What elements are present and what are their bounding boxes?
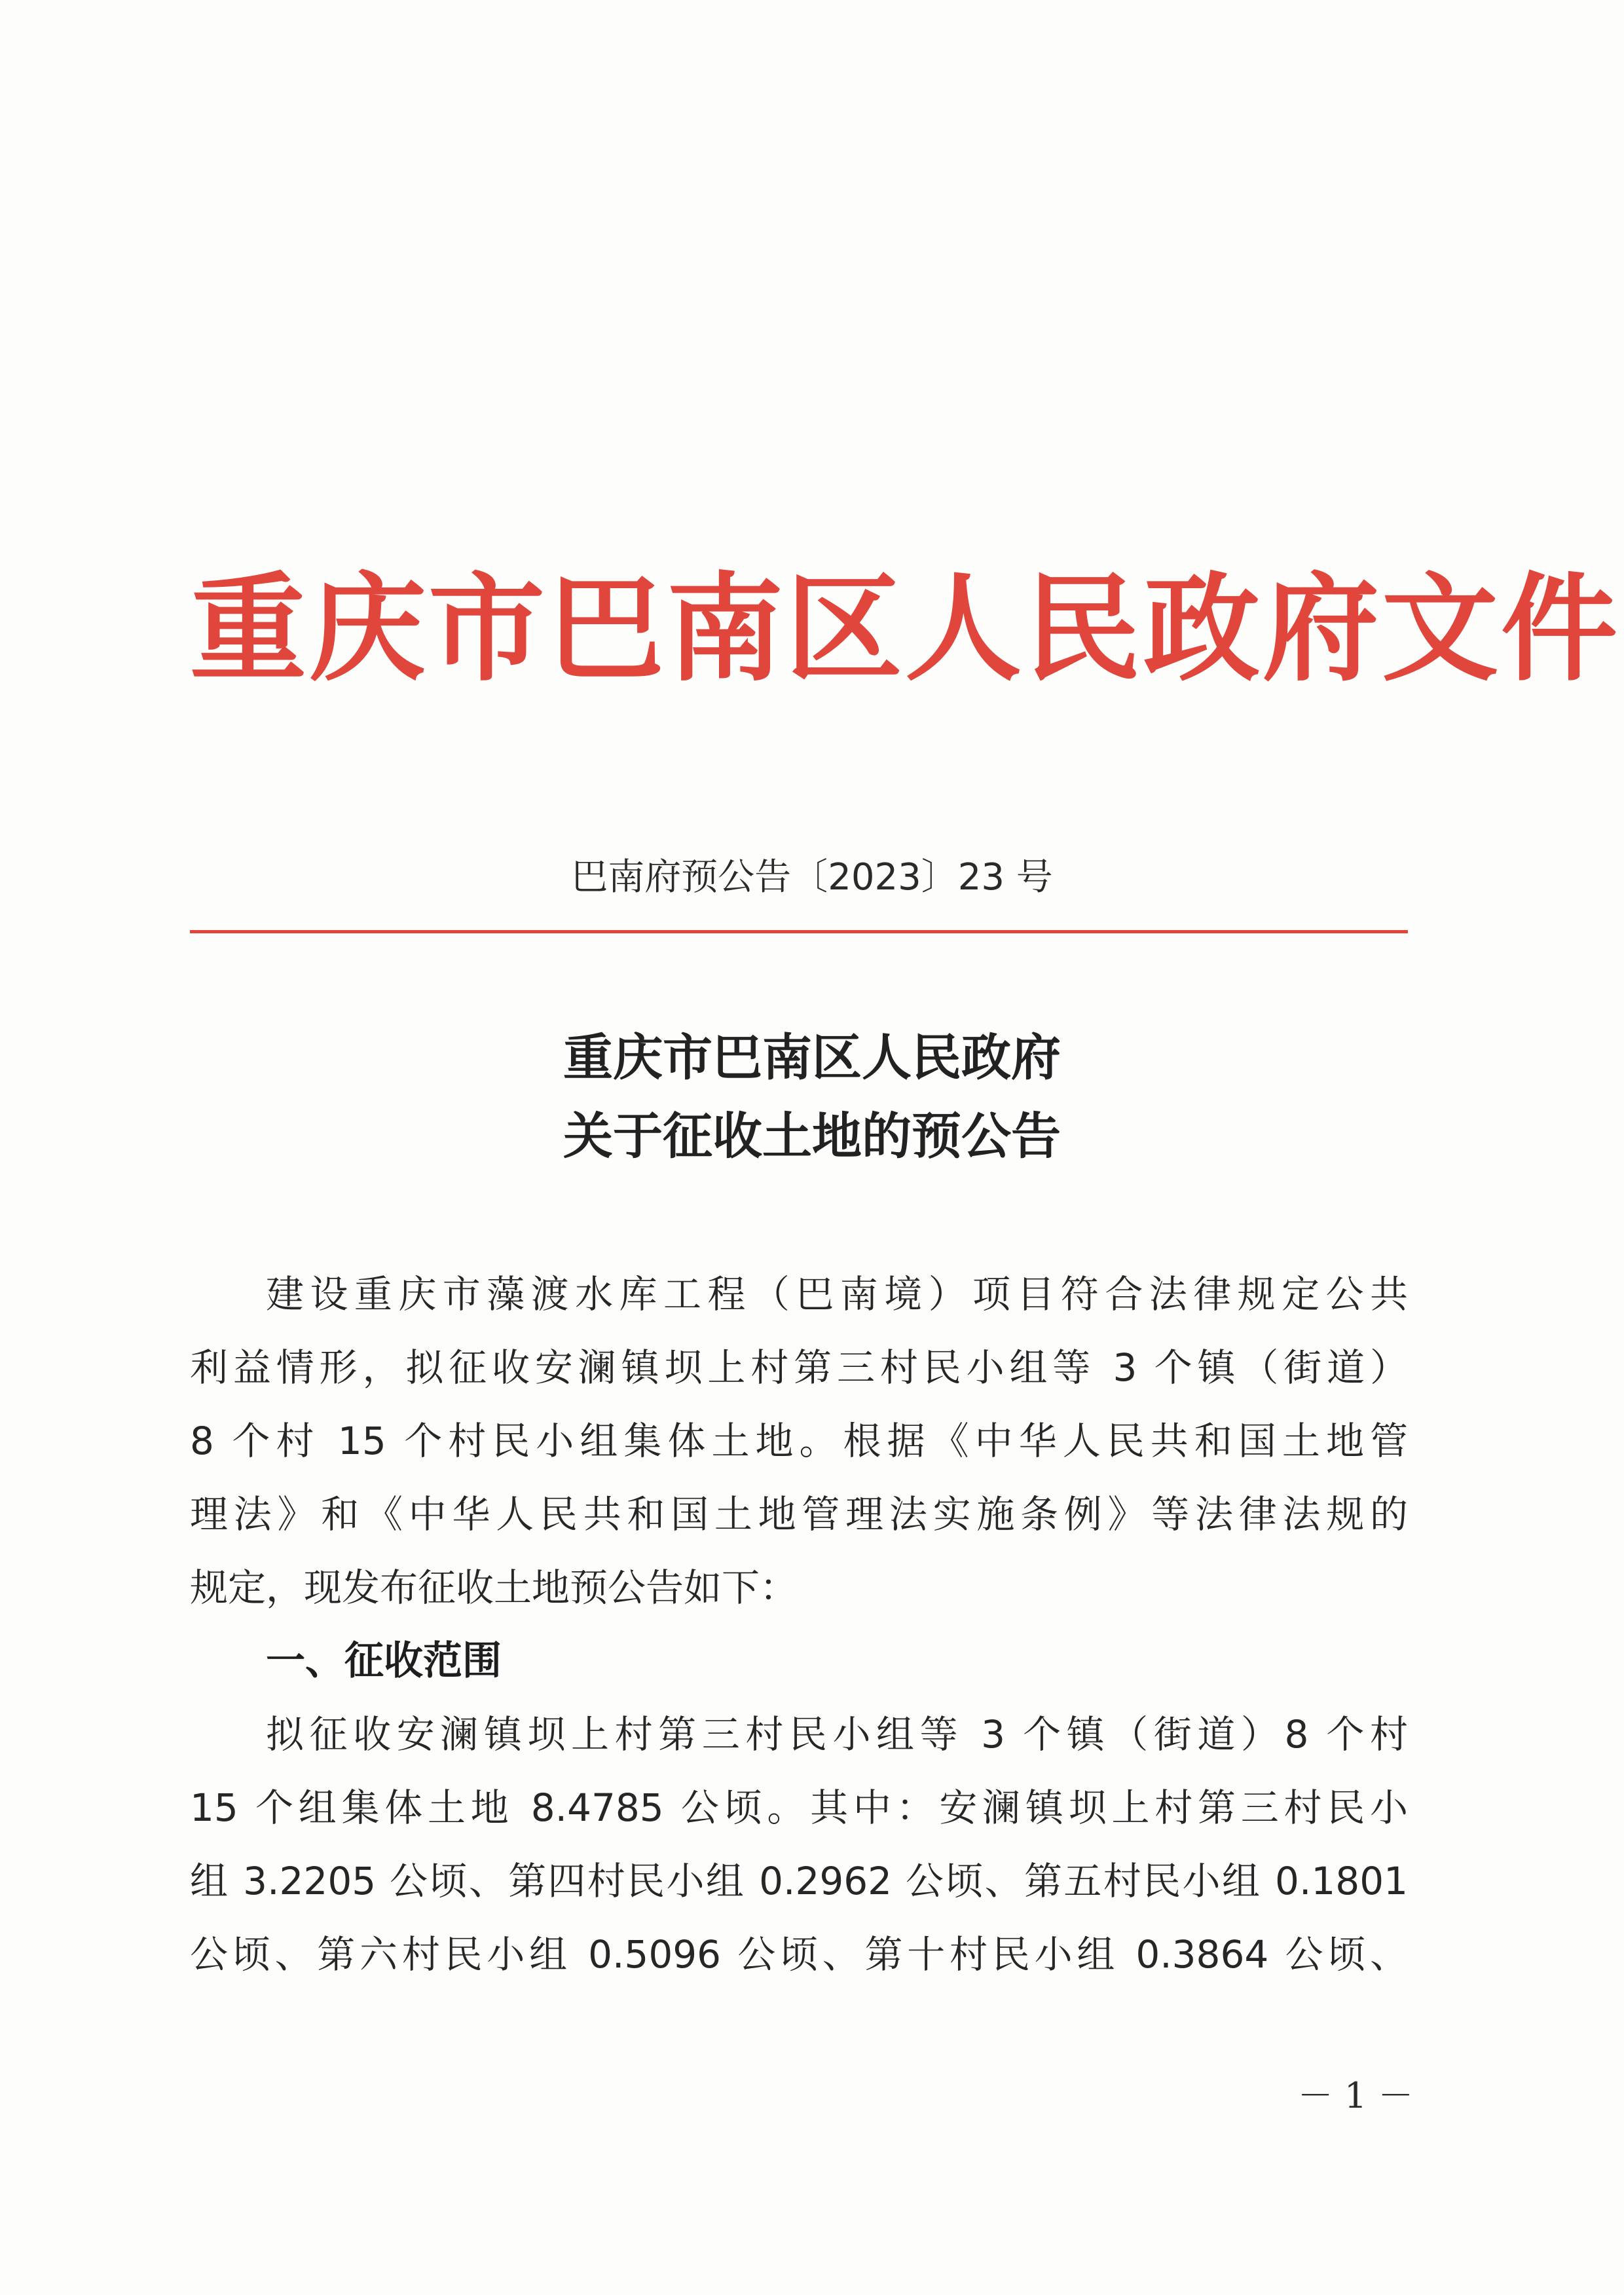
page-number: － 1 － [1297, 2075, 1414, 2116]
notice-title-line-1: 重庆市巴南区人民政府 [563, 1028, 1061, 1087]
masthead-title: 重庆市巴南区人民政府文件 [190, 560, 1620, 697]
notice-body [190, 1258, 1408, 1991]
intro-line: 规定，现发布征收土地预公告如下： [190, 1565, 798, 1610]
document-number: 巴南府预公告〔2023〕23 号 [571, 856, 1053, 899]
intro-line: 建设重庆市藻渡水库工程（巴南境）项目符合法律规定公共 [266, 1272, 1408, 1316]
notice-title-line-2: 关于征收土地的预公告 [563, 1107, 1061, 1165]
red-divider-line [190, 930, 1408, 933]
section-line: 组 3.2205 公顷、第四村民小组 0.2962 公顷、第五村民小组 0.1801 [190, 1859, 1408, 1903]
intro-line: 利益情形，拟征收安澜镇坝上村第三村民小组等 3 个镇（街道） [190, 1345, 1408, 1390]
intro-line: 理法》和《中华人民共和国土地管理法实施条例》等法律法规的 [190, 1492, 1408, 1537]
section-line: 拟征收安澜镇坝上村第三村民小组等 3 个镇（街道）8 个村 [266, 1712, 1408, 1757]
section-line: 15 个组集体土地 8.4785 公顷。其中：安澜镇坝上村第三村民小 [190, 1785, 1408, 1830]
section-heading-scope: 一、征收范围 [266, 1638, 502, 1684]
intro-line: 8 个村 15 个村民小组集体土地。根据《中华人民共和国土地管 [190, 1419, 1408, 1463]
section-line: 公顷、第六村民小组 0.5096 公顷、第十村民小组 0.3864 公顷、 [190, 1932, 1408, 1977]
